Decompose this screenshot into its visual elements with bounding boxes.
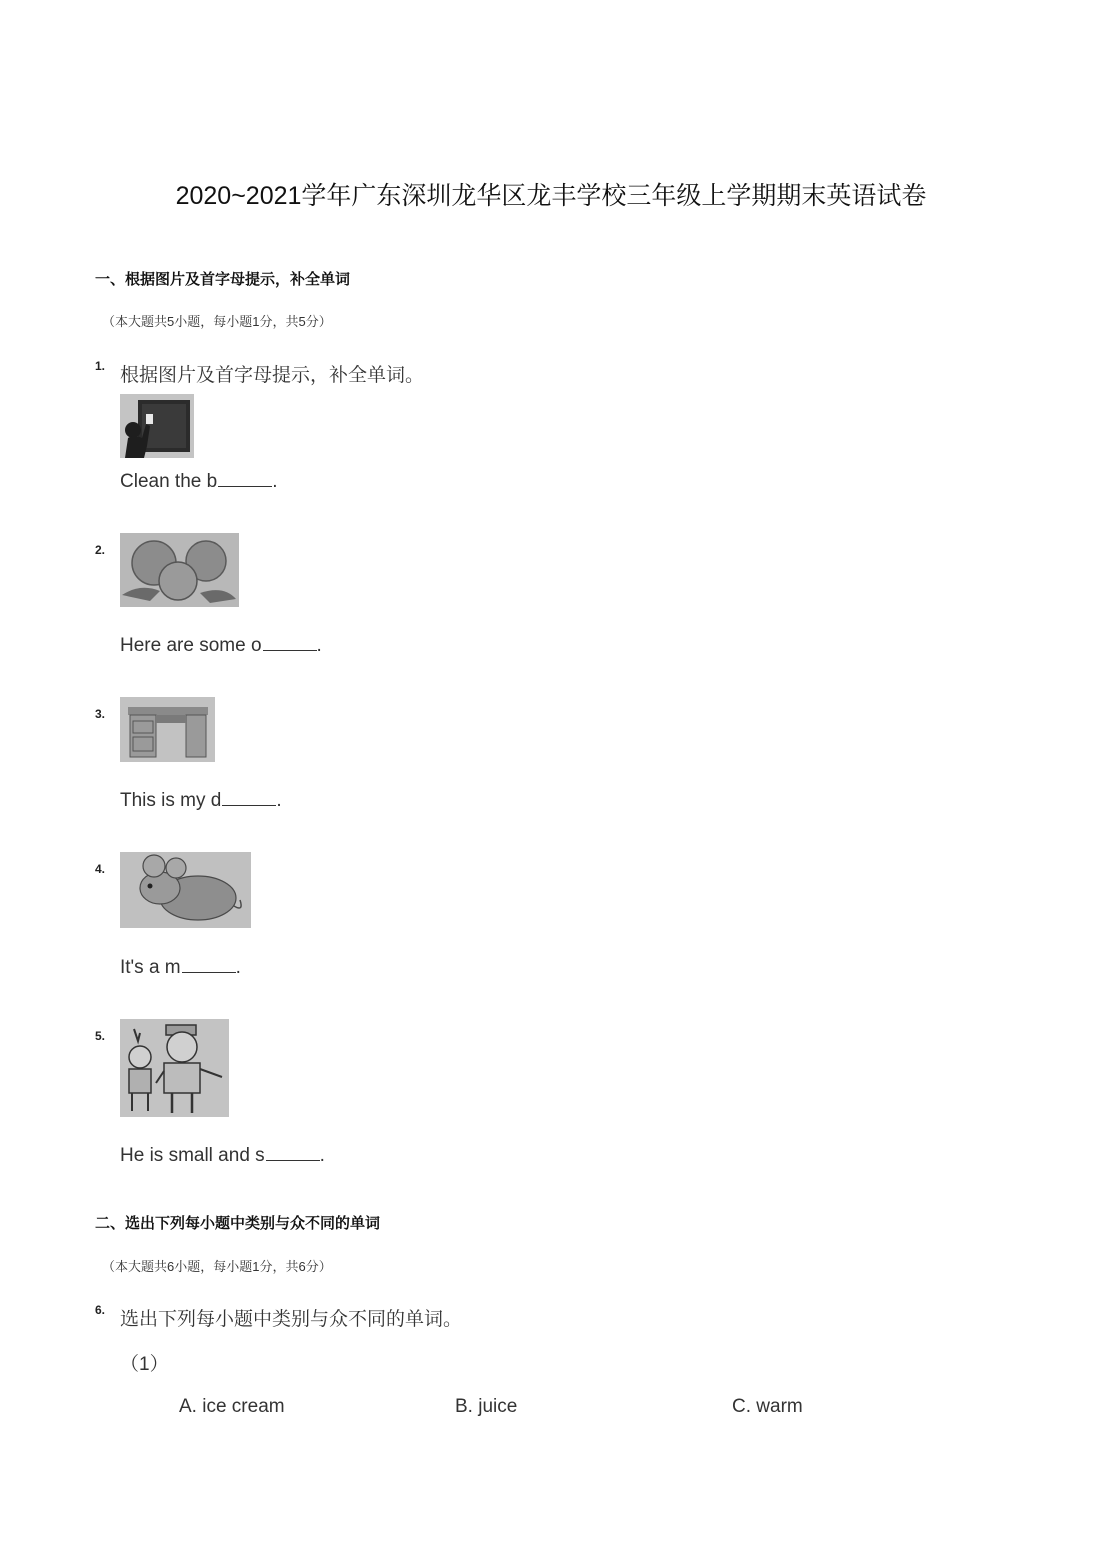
- sentence-period: .: [276, 790, 282, 811]
- sentence-period: .: [272, 471, 278, 492]
- question-3-sentence-start: This is my d: [120, 790, 222, 811]
- question-1-sentence-start: Clean the b: [120, 471, 218, 492]
- two-boys-picture-icon: [120, 1019, 229, 1117]
- answer-blank[interactable]: [266, 1143, 320, 1161]
- question-5-number: 5.: [95, 1029, 106, 1043]
- question-5-sentence-start: He is small and s: [120, 1145, 265, 1166]
- question-3-sentence: [120, 788, 282, 812]
- mouse-picture: [120, 852, 251, 928]
- option-b[interactable]: B. juice: [455, 1396, 518, 1417]
- question-3-number: 3.: [95, 707, 106, 721]
- two-boys-picture: [120, 1019, 229, 1117]
- sub-question-label: （1）: [120, 1354, 169, 1375]
- section-1-heading: 一、根据图片及首字母提示，补全单词: [95, 271, 351, 288]
- option-c[interactable]: C. warm: [732, 1396, 803, 1417]
- sentence-period: .: [316, 635, 322, 656]
- oranges-picture: [120, 533, 239, 607]
- question-1-prompt: 根据图片及首字母提示，补全单词。: [120, 365, 425, 386]
- question-2-sentence: [120, 633, 322, 657]
- answer-blank[interactable]: [182, 955, 236, 973]
- sentence-period: .: [319, 1145, 325, 1166]
- oranges-picture-icon: [120, 533, 239, 607]
- question-5-sentence: [120, 1143, 325, 1167]
- sentence-period: .: [235, 957, 241, 978]
- question-4-sentence-start: It's a m: [120, 957, 181, 978]
- question-6-number: 6.: [95, 1303, 106, 1317]
- desk-picture-icon: [120, 697, 215, 762]
- question-4-number: 4.: [95, 862, 106, 876]
- answer-blank[interactable]: [263, 633, 317, 651]
- section-2-heading: 二、选出下列每小题中类别与众不同的单词: [95, 1215, 381, 1232]
- blackboard-picture-icon: [120, 394, 194, 458]
- option-a[interactable]: A. ice cream: [179, 1396, 285, 1417]
- section-2-note: （本大题共6小题，每小题1分，共6分）: [102, 1259, 332, 1274]
- answer-blank[interactable]: [222, 788, 276, 806]
- page-title: 2020~2021学年广东深圳龙华区龙丰学校三年级上学期期末英语试卷: [175, 182, 927, 210]
- question-1-sentence: [120, 469, 277, 493]
- mouse-picture-icon: [120, 852, 251, 928]
- blackboard-picture: [120, 394, 194, 458]
- question-2-sentence-start: Here are some o: [120, 635, 262, 656]
- answer-blank[interactable]: [218, 469, 272, 487]
- question-1-number: 1.: [95, 359, 106, 373]
- question-6-prompt: 选出下列每小题中类别与众不同的单词。: [120, 1309, 463, 1330]
- section-1-note: （本大题共5小题，每小题1分，共5分）: [102, 314, 332, 329]
- question-2-number: 2.: [95, 543, 106, 557]
- desk-picture: [120, 697, 215, 762]
- question-4-sentence: [120, 955, 241, 979]
